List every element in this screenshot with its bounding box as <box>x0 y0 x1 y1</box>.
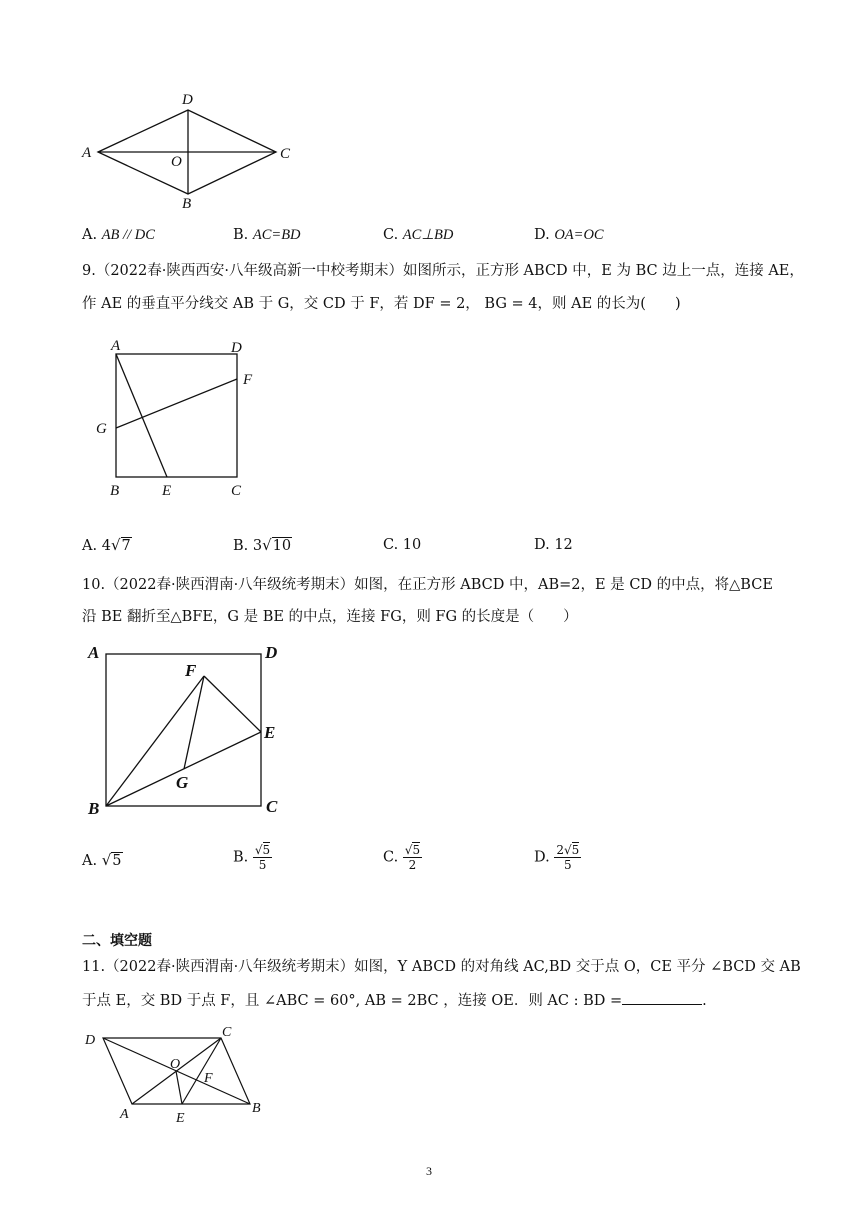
q8-label-O: O <box>171 154 182 170</box>
q8-option-a <box>82 225 155 245</box>
q11-stem-line2-end: . <box>702 993 707 1009</box>
q8-option-c-letter: C. <box>383 227 399 243</box>
q8-rhombus-figure <box>78 88 308 210</box>
q11-label-A: A <box>120 1107 129 1122</box>
q11-stem-line1: 11.（2022春·陕西渭南·八年级统考期末）如图，Y ABCD 的对角线 AC,BD 交于点 O，CE 平分 ∠BCD 交 AB <box>82 959 801 975</box>
q10-option-d-den: 5 <box>563 858 572 872</box>
q8-option-d-letter: D. <box>534 227 550 243</box>
q10-label-F: F <box>185 661 197 680</box>
q9-label-G: G <box>96 421 107 437</box>
q8-option-c <box>383 225 453 245</box>
q9-option-a: A. 4√7 <box>82 536 131 554</box>
q10-option-a-letter: A. <box>82 853 98 869</box>
section-title-fill-in-blank: 二、填空题 <box>82 933 152 949</box>
q9-option-a-letter: A. <box>82 538 98 554</box>
q10-option-d-num-coef: 2 <box>556 843 564 857</box>
q10-option-c-den: 2 <box>408 858 417 872</box>
q8-option-c-text: AC⊥BD <box>402 227 454 243</box>
q8-option-b-text: AC=BD <box>252 227 301 243</box>
q10-label-G: G <box>176 773 189 792</box>
q8-label-B: B <box>182 196 192 210</box>
q10-option-a: A. √5 <box>82 851 122 869</box>
q10-stem-line2: 沿 BE 翻折至△BFE，G 是 BE 的中点，连接 FG，则 FG 的长度是（ ） <box>82 609 578 625</box>
q10-label-A: A <box>88 643 100 662</box>
q10-label-D: D <box>265 643 278 662</box>
q9-option-c <box>383 535 421 555</box>
q9-option-c-letter: C. <box>383 537 399 553</box>
q10-label-E: E <box>264 723 276 742</box>
q11-parallelogram-figure <box>80 1024 280 1128</box>
q8-label-D: D <box>182 92 193 108</box>
q10-option-b-fraction: $\frac{√5}{5}$ <box>254 843 271 872</box>
q11-label-D: D <box>85 1033 96 1048</box>
q10-label-C: C <box>266 797 278 816</box>
q8-option-d <box>534 225 604 245</box>
q10-option-b <box>233 843 272 872</box>
q9-label-C: C <box>231 483 242 499</box>
q9-option-b-coef: 3 <box>252 538 263 554</box>
q9-option-c-text: 10 <box>402 537 422 553</box>
q11-label-C: C <box>222 1025 232 1040</box>
q10-label-B: B <box>88 799 100 818</box>
q9-label-B: B <box>110 483 120 499</box>
q9-stem-line2: 作 AE 的垂直平分线交 AB 于 G，交 CD 于 F，若 DF = 2， BG = 4，则 AE 的长为( ) <box>82 296 681 312</box>
q9-option-d-letter: D. <box>534 537 550 553</box>
q8-option-a-letter: A. <box>82 227 98 243</box>
q11-stem-line2-text: 于点 E，交 BD 于点 F，且 ∠ABC = 60°, AB = 2BC ，连接 OE．则 AC : BD = <box>82 993 623 1009</box>
page-number: 3 <box>426 1164 432 1178</box>
q11-stem-line2 <box>82 990 707 1011</box>
q10-option-b-num-radicand: 5 <box>262 843 271 857</box>
q10-option-c-letter: C. <box>383 849 399 866</box>
q11-label-O: O <box>170 1057 181 1072</box>
q9-option-b: B. 3√10 <box>233 536 292 554</box>
q10-stem-line1: 10.（2022春·陕西渭南·八年级统考期末）如图，在正方形 ABCD 中，AB=2，E 是 CD 的中点，将△BCE <box>82 577 773 593</box>
q9-option-d-text: 12 <box>554 537 573 553</box>
q11-label-B: B <box>252 1101 261 1116</box>
q10-option-d-num-radicand: 5 <box>571 843 580 857</box>
q10-option-c-num-radicand: 5 <box>412 843 421 857</box>
q10-option-b-letter: B. <box>233 849 249 866</box>
q9-label-F: F <box>243 372 253 388</box>
q9-label-D: D <box>231 340 242 356</box>
q10-option-b-den: 5 <box>258 858 267 872</box>
q8-option-b-letter: B. <box>233 227 249 243</box>
q8-option-b <box>233 225 301 245</box>
q11-answer-blank[interactable] <box>622 990 702 1005</box>
q8-option-d-text: OA=OC <box>554 227 604 243</box>
q9-label-A: A <box>111 338 121 354</box>
q8-label-C: C <box>280 146 291 162</box>
q8-option-a-text: AB // DC <box>101 227 155 243</box>
q8-label-A: A <box>82 145 92 161</box>
q9-option-d <box>534 535 573 555</box>
q10-square-figure <box>84 640 294 820</box>
q10-option-d-letter: D. <box>534 849 550 866</box>
q9-stem-line1: 9.（2022春·陕西西安·八年级高新一中校考期末）如图所示，正方形 ABCD 中，E 为 BC 边上一点，连接 AE， <box>82 263 804 279</box>
q9-square-figure <box>88 336 268 504</box>
q10-option-d-fraction: $\frac{2√5}{5}$ <box>556 843 580 872</box>
q9-option-b-letter: B. <box>233 538 249 554</box>
q9-option-a-coef: 4 <box>101 538 111 554</box>
q10-option-d <box>534 843 581 872</box>
q9-option-a-radicand: 7 <box>121 538 131 554</box>
q10-option-c-fraction: $\frac{√5}{2}$ <box>404 843 421 872</box>
q11-label-F: F <box>204 1071 213 1086</box>
q10-option-c <box>383 843 422 872</box>
q9-label-E: E <box>162 483 172 499</box>
q11-label-E: E <box>176 1111 185 1126</box>
q9-option-b-radicand: 10 <box>272 538 292 554</box>
q10-option-a-radicand: 5 <box>112 853 122 869</box>
